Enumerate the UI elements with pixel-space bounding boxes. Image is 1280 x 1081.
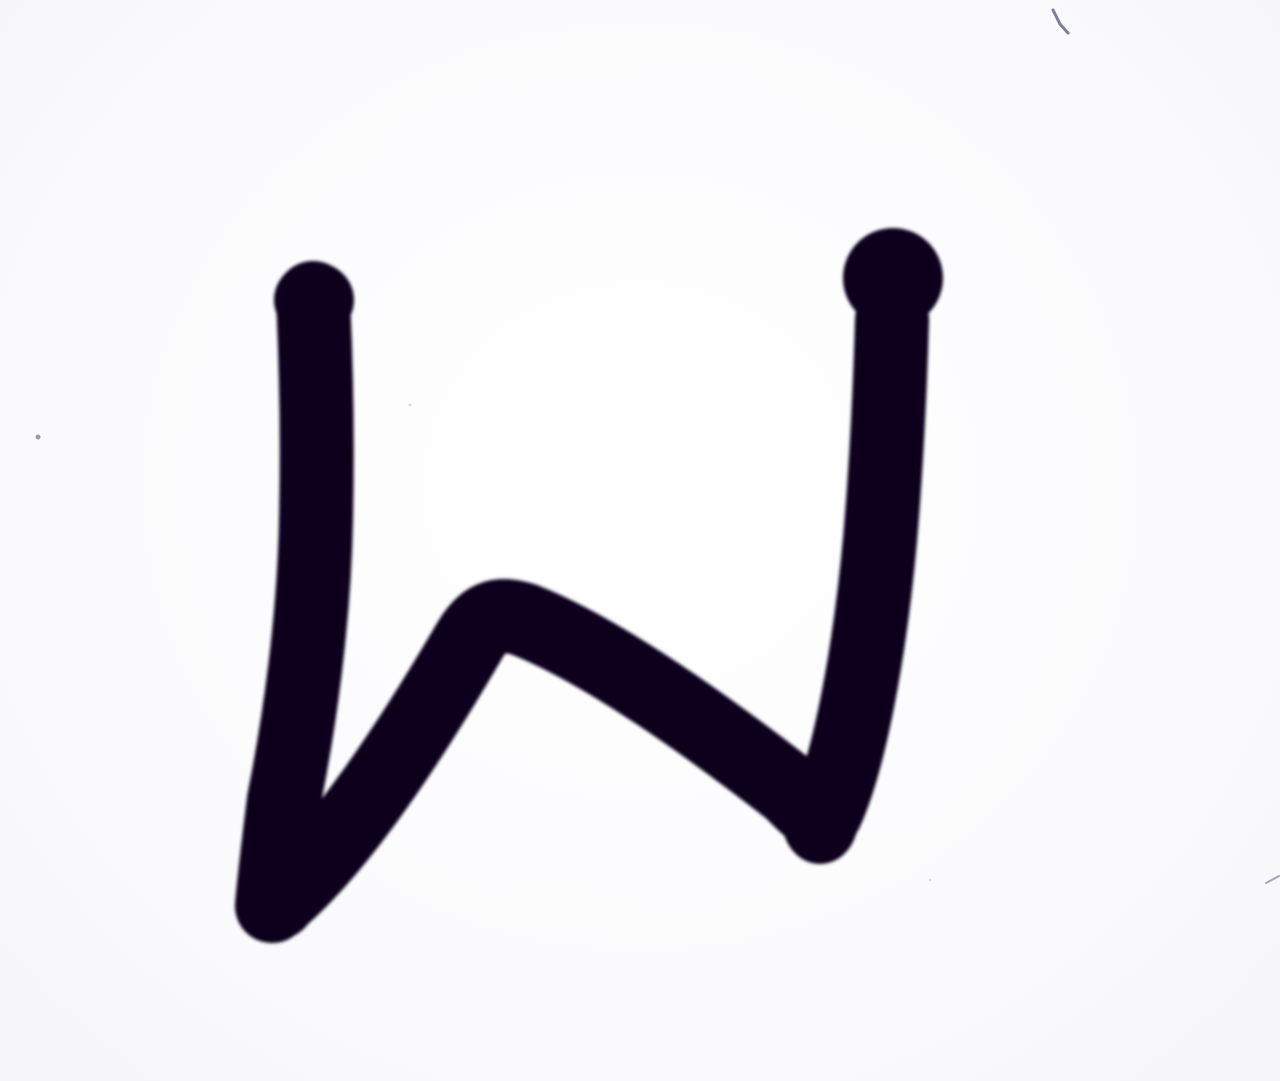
- ink-blob-left-top: [274, 262, 354, 338]
- ink-blob-valley: [782, 776, 858, 864]
- speck-mid-2: [929, 879, 932, 882]
- paper-specks: [36, 10, 1280, 883]
- speck-right-edge: [1266, 876, 1279, 883]
- handwritten-letter-w: [236, 228, 943, 940]
- speck-left: [36, 435, 41, 440]
- speck-mid-1: [409, 404, 412, 407]
- ink-blob-bottom-left: [236, 860, 316, 940]
- ink-blob-right-top: [843, 228, 943, 328]
- speck-top-right: [1053, 10, 1068, 33]
